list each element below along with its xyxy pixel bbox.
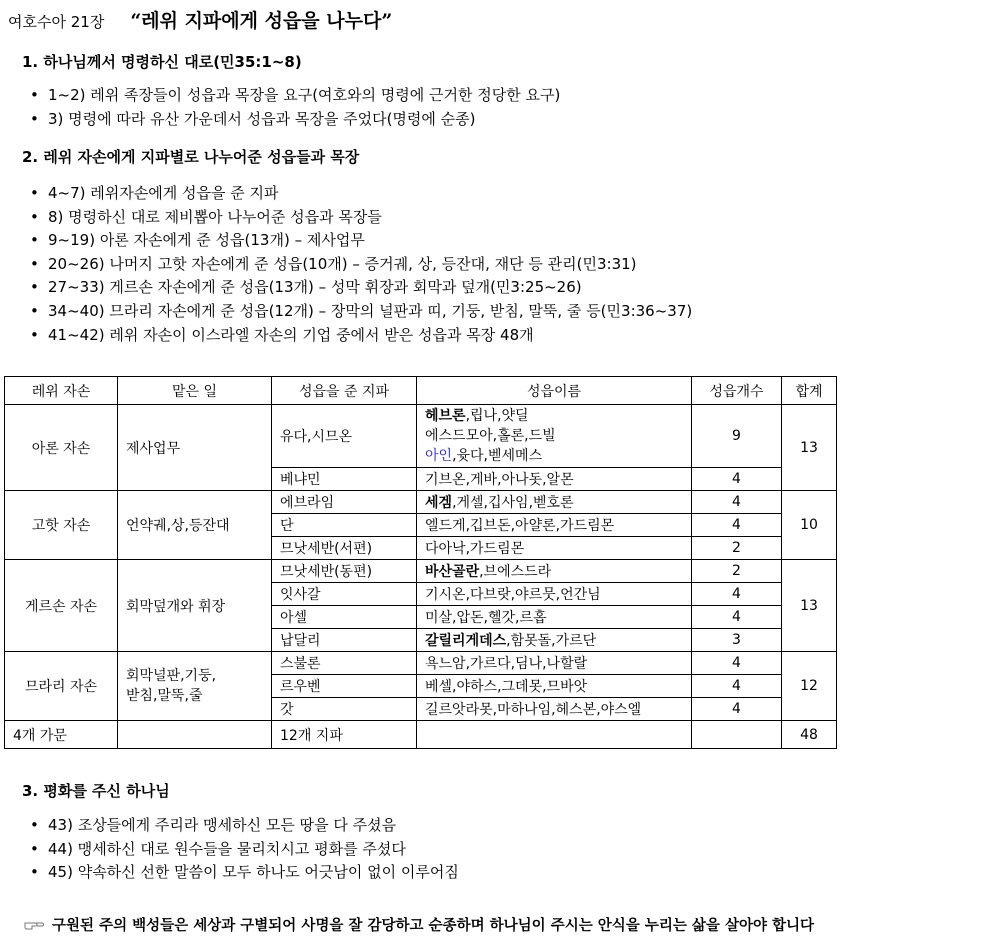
- pointing-hand-icon: [24, 919, 44, 931]
- clan-cell: 게르손 자손: [5, 560, 118, 652]
- total-cell: 12: [782, 652, 837, 721]
- tribe-cell: 갓: [272, 698, 417, 721]
- count-cell: 4: [692, 583, 782, 606]
- count-cell: 4: [692, 675, 782, 698]
- cities-cell: 엘드게,깁브돈,아얄론,가드림몬: [417, 514, 692, 537]
- empty-cell: [118, 721, 272, 749]
- cities-cell: [417, 491, 692, 514]
- count-cell: 2: [692, 560, 782, 583]
- city-names: 에스드모아,홀론,드빌: [425, 428, 556, 444]
- list-item: • 41~42) 레위 자손이 이스라엘 자손의 기업 중에서 받은 성읍과 목장 48개: [30, 324, 692, 348]
- cities-cell: 미살,압돈,헬갓,르홉: [417, 606, 692, 629]
- list-item: • 45) 약속하신 선한 말씀이 모두 하나도 어긋남이 없이 이루어짐: [30, 861, 459, 885]
- cities-cell: 베셀,야하스,그데못,므바앗: [417, 675, 692, 698]
- tribe-cell: 에브라임: [272, 491, 417, 514]
- cities-cell: 길르앗라못,마하나임,헤스본,야스엘: [417, 698, 692, 721]
- total-cell: 10: [782, 491, 837, 560]
- list-item: • 43) 조상들에게 주리라 맹세하신 모든 땅을 다 주셨음: [30, 814, 459, 838]
- closing-statement: [24, 914, 814, 935]
- table-row: [5, 652, 837, 675]
- count-cell: 4: [692, 698, 782, 721]
- list-item: • 9~19) 아론 자손에게 준 성읍(13개) – 제사업무: [30, 229, 692, 253]
- tribe-cell: 르우벤: [272, 675, 417, 698]
- list-item: • 8) 명령하신 대로 제비뽑아 나누어준 성읍과 목장들: [30, 206, 692, 230]
- duty-cell: 제사업무: [118, 405, 272, 491]
- cities-cell: 욕느암,가르다,딤나,나할랄: [417, 652, 692, 675]
- title-row: [8, 6, 392, 36]
- tribe-cell: 베냐민: [272, 468, 417, 491]
- total-cell: 13: [782, 560, 837, 652]
- empty-cell: [692, 721, 782, 749]
- column-header: 성읍이름: [417, 377, 692, 405]
- tribe-cell: 단: [272, 514, 417, 537]
- list-item: • 4~7) 레위자손에게 성읍을 준 지파: [30, 182, 692, 206]
- section-1-heading: 1. 하나님께서 명령하신 대로(민35:1~8): [22, 53, 302, 71]
- column-header: 성읍을 준 지파: [272, 377, 417, 405]
- city-name-emphasis: 갈릴리게데스: [425, 633, 507, 649]
- summary-total-cell: 48: [782, 721, 837, 749]
- duty-cell: [118, 652, 272, 721]
- count-cell: 4: [692, 652, 782, 675]
- page-title: “레위 지파에게 성읍을 나누다”: [130, 10, 393, 32]
- city-names: ,브에스드라: [479, 564, 552, 580]
- summary-row: [5, 721, 837, 749]
- list-item: • 34~40) 므라리 자손에게 준 성읍(12개) – 장막의 널판과 띠, 기둥, 받침, 말뚝, 줄 등(민3:36~37): [30, 300, 692, 324]
- levite-cities-table: [4, 376, 837, 749]
- cities-cell: 기브온,게바,아나돗,알몬: [417, 468, 692, 491]
- table-row: [5, 560, 837, 583]
- table-row: [5, 491, 837, 514]
- tribe-cell: 아셀: [272, 606, 417, 629]
- duty-line: 받침,말뚝,줄: [126, 688, 203, 704]
- empty-cell: [417, 721, 692, 749]
- count-cell: 4: [692, 514, 782, 537]
- section-1-list: [30, 84, 560, 131]
- list-item: • 1~2) 레위 족장들이 성읍과 목장을 요구(여호와의 명령에 근거한 정당한 요구): [30, 84, 560, 108]
- duty-line: 회막널판,기둥,: [126, 668, 217, 684]
- count-cell: 9: [692, 405, 782, 468]
- list-item: • 44) 맹세하신 대로 원수들을 물리치시고 평화를 주셨다: [30, 838, 459, 862]
- cities-cell: [417, 629, 692, 652]
- column-header: 레위 자손: [5, 377, 118, 405]
- table-header-row: [5, 377, 837, 405]
- column-header: 합계: [782, 377, 837, 405]
- count-cell: 4: [692, 468, 782, 491]
- city-names: ,윳다,벧세메스: [452, 448, 543, 464]
- cities-cell: 기시온,다브랏,야르뭇,언간님: [417, 583, 692, 606]
- count-cell: 4: [692, 606, 782, 629]
- cities-cell: [417, 560, 692, 583]
- count-cell: 4: [692, 491, 782, 514]
- tribe-cell: 유다,시므온: [272, 405, 417, 468]
- clan-cell: 아론 자손: [5, 405, 118, 491]
- city-names: ,게셀,깁사임,벧호론: [452, 495, 574, 511]
- tribe-cell: 납달리: [272, 629, 417, 652]
- section-2-heading: 2. 레위 자손에게 지파별로 나누어준 성읍들과 목장: [22, 148, 360, 166]
- section-3-heading: 3. 평화를 주신 하나님: [22, 782, 170, 800]
- cities-cell: 다아낙,가드림몬: [417, 537, 692, 560]
- clan-cell: 고핫 자손: [5, 491, 118, 560]
- list-item: • 3) 명령에 따라 유산 가운데서 성읍과 목장을 주었다(명령에 순종): [30, 108, 560, 132]
- tribe-cell: 므낫세반(서편): [272, 537, 417, 560]
- count-cell: 2: [692, 537, 782, 560]
- city-names: ,함못돌,가르단: [506, 633, 597, 649]
- duty-cell: 언약궤,상,등잔대: [118, 491, 272, 560]
- total-cell: 13: [782, 405, 837, 491]
- city-name-emphasis: 바산골란: [425, 564, 480, 580]
- table-row: [5, 405, 837, 468]
- closing-text: 구원된 주의 백성들은 세상과 구별되어 사명을 잘 감당하고 순종하며 하나님이 주시는 안식을 누리는 삶을 살아야 합니다: [52, 917, 815, 934]
- list-item: • 20~26) 나머지 고핫 자손에게 준 성읍(10개) – 증거궤, 상, 등잔대, 재단 등 관리(민3:31): [30, 253, 692, 277]
- tribe-cell: 므낫세반(동편): [272, 560, 417, 583]
- city-name-highlight: 아인: [425, 448, 453, 464]
- summary-clans-cell: 4개 가문: [5, 721, 118, 749]
- count-cell: 3: [692, 629, 782, 652]
- summary-tribes-cell: 12개 지파: [272, 721, 417, 749]
- city-name-emphasis: 헤브론: [425, 408, 466, 424]
- tribe-cell: 스불론: [272, 652, 417, 675]
- column-header: 성읍개수: [692, 377, 782, 405]
- column-header: 맡은 일: [118, 377, 272, 405]
- section-3-list: [30, 814, 459, 885]
- clan-cell: 므라리 자손: [5, 652, 118, 721]
- duty-cell: 회막덮개와 휘장: [118, 560, 272, 652]
- list-item: • 27~33) 게르손 자손에게 준 성읍(13개) – 성막 휘장과 회막과 덮개(민3:25~26): [30, 276, 692, 300]
- tribe-cell: 잇사갈: [272, 583, 417, 606]
- city-name-emphasis: 세겜: [425, 495, 453, 511]
- city-names: ,립나,얏딜: [465, 408, 529, 424]
- chapter-label: 여호수아 21장: [8, 13, 105, 31]
- section-2-list: [30, 182, 692, 347]
- cities-cell: [417, 405, 692, 468]
